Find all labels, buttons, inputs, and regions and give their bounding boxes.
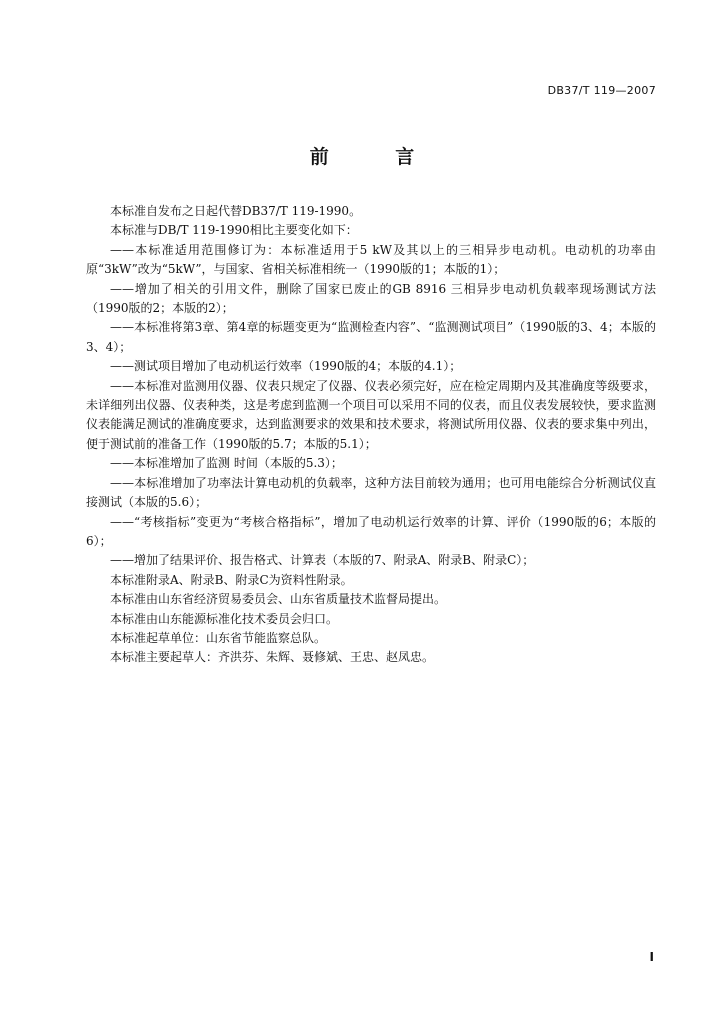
paragraph-references-change: ——增加了相关的引用文件，删除了国家已废止的GB 8916 三相异步电动机负载率现场测试方法（1990版的2；本版的2）； — [86, 281, 656, 316]
paragraph-replaces: 本标准自发布之日起代替DB37/T 119-1990。 — [110, 204, 362, 218]
body-text — [86, 202, 656, 668]
paragraph-appendices: 本标准附录A、附录B、附录C为资料性附录。 — [110, 572, 353, 587]
paragraph-proposed-by: 本标准由山东省经济贸易委员会、山东省质量技术监督局提出。 — [110, 592, 447, 607]
page-number: I — [649, 950, 654, 964]
paragraph-scope-change: ——本标准适用范围修订为：本标准适用于5 kW及其以上的三相异步电动机。电动机的功率由原“3kW”改为“5kW”，与国家、省相关标准相统一（1990版的1；本版的1）； — [86, 242, 656, 277]
page-title: 前 言 — [309, 146, 445, 168]
paragraph-chapter-titles-change: ——本标准将第3章、第4章的标题变更为“监测检查内容”、“监测测试项目”（1990版的3、4；本版的3、4）； — [86, 320, 656, 354]
paragraph-drafting-unit: 本标准起草单位：山东省节能监察总队。 — [110, 630, 327, 645]
paragraph-instruments-change: ——本标准对监测用仪器、仪表只规定了仪器、仪表必须完好，应在检定周期内及其准确度等级要求，未详细列出仪器、仪表种类，这是考虑到监测一个项目可以采用不同的仪表，而且仪表发展较快，要求监测仪表能满足测试的准确度要求，达到监测要求的效果和技术要求，将测试所用仪器、仪表的要求集中列出，便于测试前的准备工作（1990版的5.7；本版的5.1）； — [86, 378, 656, 451]
paragraph-monitoring-time: ——本标准增加了监测 时间（本版的5.3）； — [110, 456, 343, 471]
paragraph-load-rate-method: ——本标准增加了功率法计算电动机的负载率，这种方法目前较为通用；也可用电能综合分析测试仪直接测试（本版的5.6）； — [86, 475, 656, 510]
header-doc-code: DB37/T 119—2007 — [547, 84, 656, 97]
paragraph-drafters: 本标准主要起草人：齐洪芬、朱辉、聂修斌、王忠、赵凤忠。 — [110, 650, 435, 665]
paragraph-result-evaluation: ——增加了结果评价、报告格式、计算表（本版的7、附录A、附录B、附录C）； — [110, 553, 535, 568]
paragraph-efficiency-added: ——测试项目增加了电动机运行效率（1990版的4；本版的4.1）； — [110, 359, 462, 374]
paragraph-changes-intro: 本标准与DB/T 119-1990相比主要变化如下： — [110, 223, 358, 238]
paragraph-technical-committee: 本标准由山东能源标准化技术委员会归口。 — [110, 611, 339, 626]
paragraph-assessment-index: ——“考核指标”变更为“考核合格指标”，增加了电动机运行效率的计算、评价（1990版的6；本版的6）； — [86, 514, 656, 548]
